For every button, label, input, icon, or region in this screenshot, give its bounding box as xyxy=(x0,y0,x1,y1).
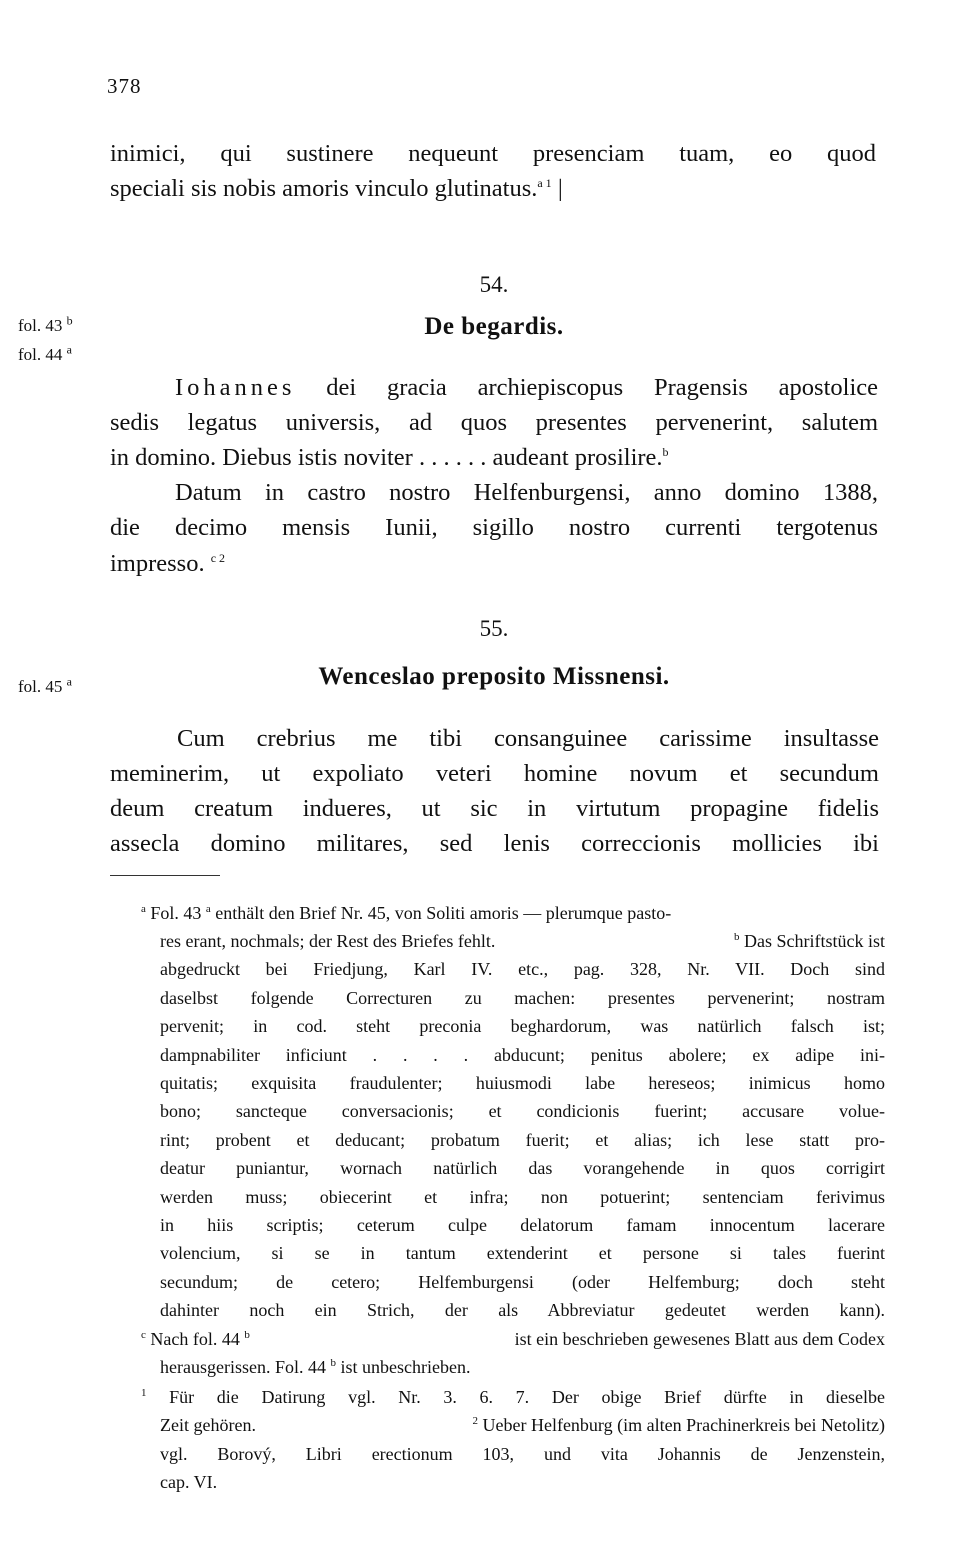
margin-note-sup: a xyxy=(66,342,72,357)
margin-note xyxy=(18,342,72,365)
text-line: deum creatum indueres, ut sic in virtutum propagine fidelis xyxy=(110,795,879,822)
text-span xyxy=(734,927,885,955)
page-number: 378 xyxy=(107,74,142,98)
text-line: Datum in castro nostro Helfenburgensi, anno domino 1388, xyxy=(175,479,878,506)
margin-note-text: fol. 43 xyxy=(18,316,63,335)
text-span xyxy=(472,1411,885,1439)
footnote-ref: c 2 xyxy=(210,550,226,565)
footnote-line: deatur puniantur, wornach natürlich das vorangehende in quos corrigirt xyxy=(160,1158,885,1178)
text-span: impresso. xyxy=(110,550,205,577)
footnote-line xyxy=(141,1325,885,1353)
text-span: Für die Datirung vgl. Nr. 3. 6. 7. Der obige Brief dürfte in dieselbe xyxy=(169,1387,885,1407)
footnote-line: quitatis; exquisita fraudulenter; huiusmodi labe hereseos; inimicus homo xyxy=(160,1073,885,1093)
text-line: assecla domino militares, sed lenis correccionis mollicies ibi xyxy=(110,830,879,857)
footnote-line: rint; probent et deducant; probatum fuerit; et alias; ich lese statt pro- xyxy=(160,1130,885,1150)
folio-sup: a xyxy=(205,903,211,915)
footnote-marker: 1 xyxy=(141,1387,147,1399)
footnote-line: abgedruckt bei Friedjung, Karl IV. etc., pag. 328, Nr. VII. Doch sind xyxy=(160,959,885,979)
text-line xyxy=(110,440,669,475)
footnote-ref: a 1 xyxy=(537,175,552,190)
footnote-line: dampnabiliter inficiunt . . . . abducunt; penitus abolere; ex adipe ini- xyxy=(160,1045,885,1065)
footnote-marker: a xyxy=(141,903,146,915)
text-span: in domino. Diebus istis noviter . . . . . . audeant prosilire. xyxy=(110,444,663,471)
footnote-line: volencium, si se in tantum extenderint et persone si tales fuerint xyxy=(160,1243,885,1263)
text-span: res erant, nochmals; der Rest des Briefes fehlt. xyxy=(160,931,496,951)
footnote-line: pervenit; in cod. steht preconia beghardorum, was natürlich falsch ist; xyxy=(160,1016,885,1036)
text-span: ist ein beschrieben gewesenes Blatt aus dem Codex xyxy=(514,1329,885,1349)
margin-note-text: fol. 44 xyxy=(18,345,63,364)
text-line: inimici, qui sustinere nequeunt presenciam tuam, eo quod xyxy=(110,140,876,167)
footnote-line xyxy=(141,899,885,927)
document-number: 54. xyxy=(479,272,509,297)
text-line: sedis legatus universis, ad quos presentes pervenerint, salutem xyxy=(110,409,878,436)
text-span: Ueber Helfenburg (im alten Prachinerkreis bei Netolitz) xyxy=(482,1415,885,1435)
text-line: Cum crebrius me tibi consanguinee carissime insultasse xyxy=(177,725,879,752)
text-span: enthält den Brief Nr. 45, von Soliti amoris — plerumque pasto- xyxy=(215,903,672,923)
footnote-line: cap. VI. xyxy=(160,1472,218,1492)
text-line xyxy=(110,171,563,206)
footnote-line xyxy=(160,1353,885,1381)
footnote-line: vgl. Borový, Libri erectionum 103, und vita Johannis de Jenzenstein, xyxy=(160,1444,885,1464)
footnote-marker: 2 xyxy=(472,1415,478,1427)
margin-note-text: fol. 45 xyxy=(18,677,63,696)
text-span xyxy=(141,1325,250,1353)
text-span: ist unbeschrieben. xyxy=(340,1357,471,1377)
text-span: Zeit gehören. xyxy=(160,1415,256,1435)
document-number: 55. xyxy=(479,616,509,641)
margin-note-sup: b xyxy=(66,313,73,328)
footnote-ref: b xyxy=(662,444,669,459)
footnote-line: daselbst folgende Correcturen zu machen: presentes pervenerint; nostram xyxy=(160,988,885,1008)
footnote-line xyxy=(160,1411,885,1439)
text-span: speciali sis nobis amoris vinculo glutinatus. xyxy=(110,175,538,202)
text-line xyxy=(110,546,225,581)
text-line: meminerim, ut expoliato veteri homine novum et secundum xyxy=(110,760,879,787)
footnote-line: bono; sancteque conversacionis; et condicionis fuerint; accusare volue- xyxy=(160,1101,885,1121)
footnote-divider xyxy=(110,875,220,876)
text-line xyxy=(175,370,878,405)
text-span: Nach fol. 44 xyxy=(150,1329,240,1349)
margin-note-sup: a xyxy=(66,674,72,689)
text-span: Fol. 43 xyxy=(150,903,202,923)
text-span: dei gracia archiepiscopus Pragensis apostolice xyxy=(326,374,878,401)
footnote-line: in hiis scriptis; ceterum culpe delatorum famam innocentum lacerare xyxy=(160,1215,885,1235)
footnote-line: dahinter noch ein Strich, der als Abbreviatur gedeutet werden kann). xyxy=(160,1300,885,1320)
folio-break-mark: | xyxy=(557,175,563,202)
footnote-marker: b xyxy=(734,931,740,943)
text-line: die decimo mensis Iunii, sigillo nostro currenti tergotenus xyxy=(110,514,878,541)
folio-sup: b xyxy=(330,1357,336,1369)
footnote-line xyxy=(141,1383,885,1411)
text-span: herausgerissen. Fol. 44 xyxy=(160,1357,326,1377)
footnote-marker: c xyxy=(141,1329,146,1341)
footnote-line xyxy=(160,927,885,955)
document-title: Wenceslao preposito Missnensi. xyxy=(318,663,670,690)
text-span: Das Schriftstück ist xyxy=(744,931,885,951)
document-title: De begardis. xyxy=(424,313,564,340)
sender-name: Iohannes xyxy=(175,374,296,401)
folio-sup: b xyxy=(244,1329,250,1341)
footnote-line: secundum; de cetero; Helfemburgensi (oder Helfemburg; doch steht xyxy=(160,1272,885,1292)
footnote-line: werden muss; obiecerint et infra; non potuerint; sentenciam ferivimus xyxy=(160,1187,885,1207)
